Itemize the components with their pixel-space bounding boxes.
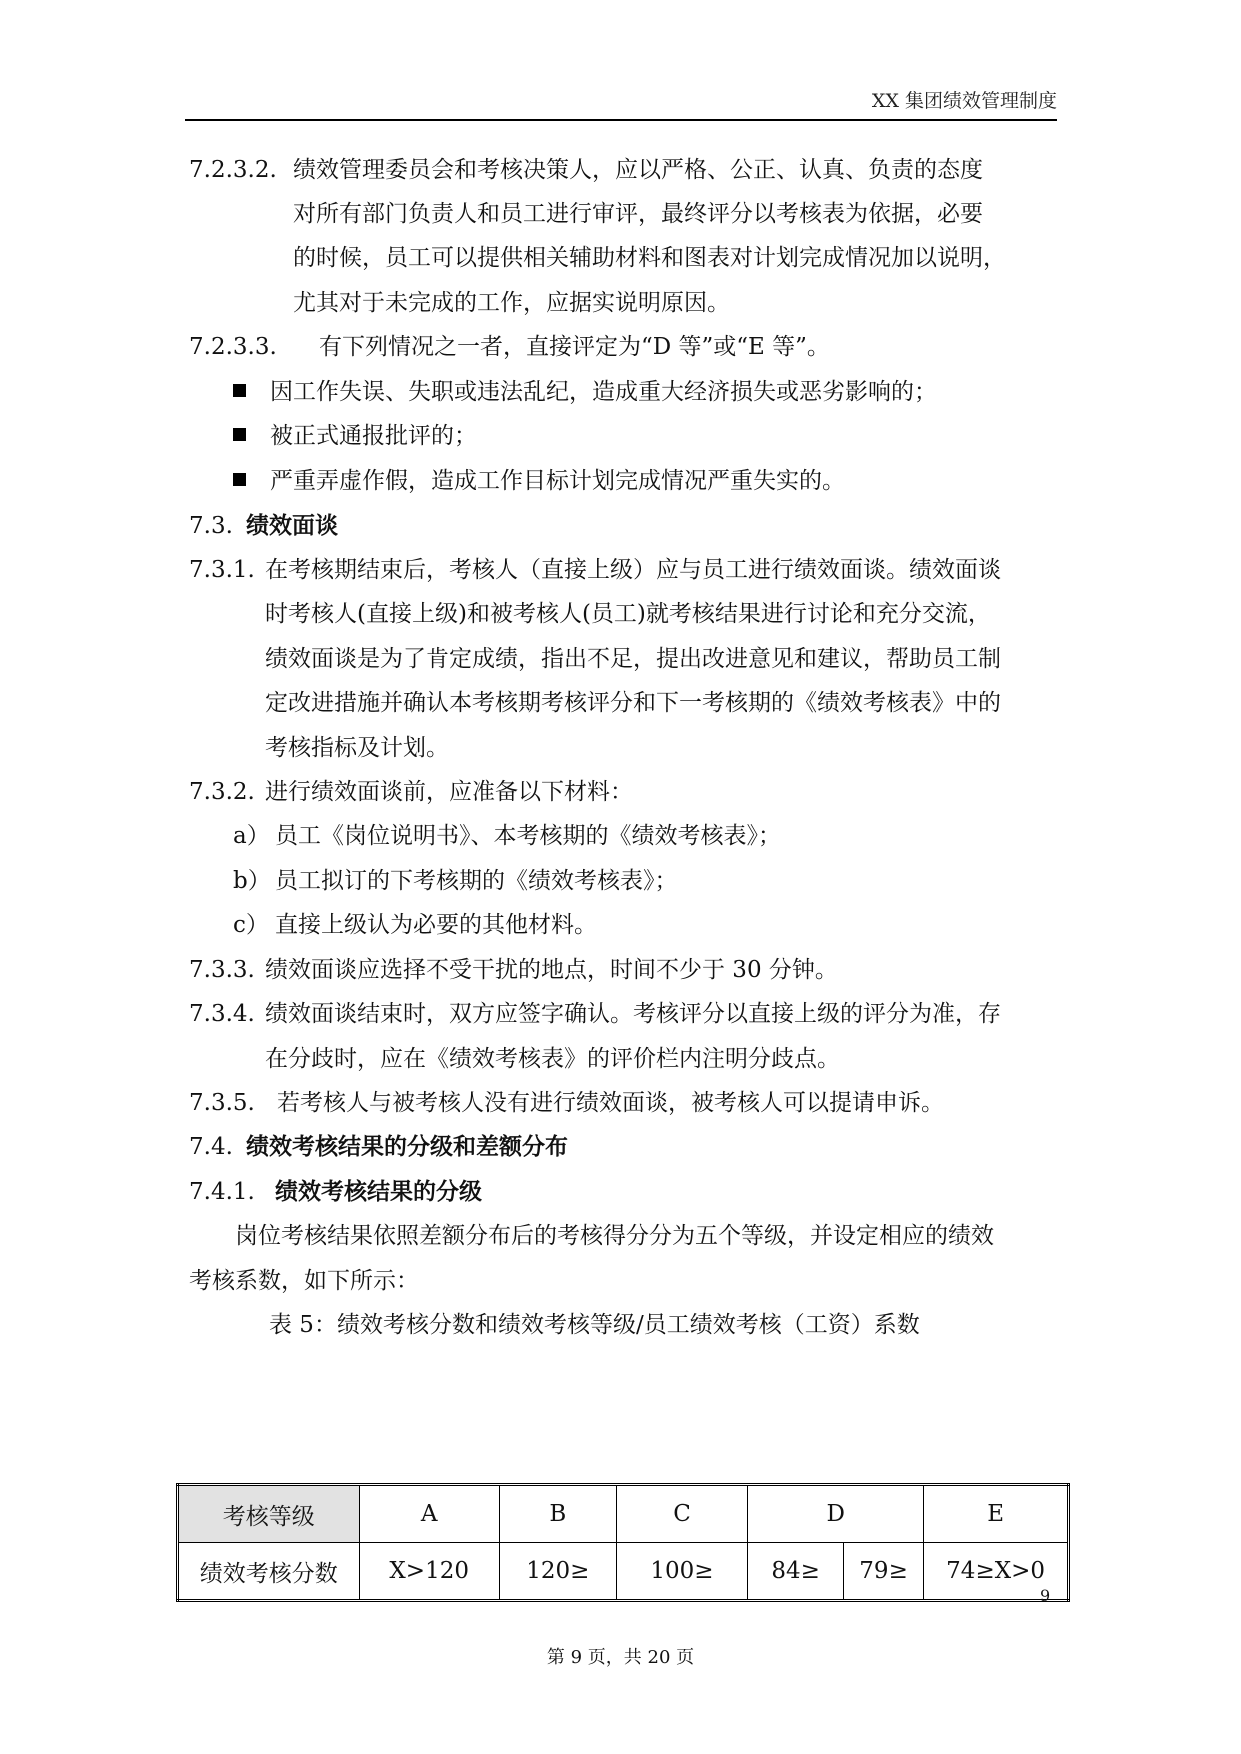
clause-text: 在考核期结束后，考核人（直接上级）应与员工进行绩效面谈。绩效面谈 [265, 557, 1001, 583]
clause-number: 7.2.3.2. [189, 157, 277, 183]
section-number: 7.4.1. [189, 1179, 255, 1205]
list-text: 员工拟订的下考核期的《绩效考核表》； [275, 868, 678, 894]
bullet-item [233, 421, 477, 451]
paragraph-line: 尤其对于未完成的工作，应据实说明原因。 [293, 290, 730, 316]
list-marker: b） [233, 868, 271, 894]
paragraph-line: 岗位考核结果依照差额分布后的考核得分分为五个等级，并设定相应的绩效 [235, 1223, 994, 1249]
table-row [178, 1543, 1069, 1601]
clause-text: 绩效管理委员会和考核决策人，应以严格、公正、认真、负责的态度 [293, 157, 983, 183]
paragraph-line: 考核系数，如下所示： [189, 1268, 419, 1294]
bullet-item [233, 466, 845, 496]
bullet-text: 严重弄虚作假，造成工作目标计划完成情况严重失实的。 [270, 468, 845, 494]
table-cell: A [359, 1485, 499, 1543]
table-cell: C [616, 1485, 747, 1543]
paragraph-line: 时考核人(直接上级)和被考核人(员工)就考核结果进行讨论和充分交流， [265, 601, 991, 627]
table-cell-label: 绩效考核分数 [178, 1543, 360, 1601]
clause-7-2-3-3 [189, 332, 830, 362]
table-cell: 74≥X>0 [924, 1543, 1069, 1601]
paragraph-line: 的时候，员工可以提供相关辅助材料和图表对计划完成情况加以说明， [293, 245, 1006, 271]
paragraph-line: 在分歧时，应在《绩效考核表》的评价栏内注明分歧点。 [265, 1046, 840, 1072]
section-number: 7.4. [189, 1134, 233, 1160]
table-cell: 120≥ [499, 1543, 616, 1601]
clause-text: 有下列情况之一者，直接评定为“D 等”或“E 等”。 [319, 334, 830, 360]
clause-number: 7.3.2. [189, 779, 255, 805]
clause-number: 7.3.1. [189, 557, 255, 583]
square-bullet-icon [233, 473, 246, 486]
list-marker: c） [233, 912, 269, 938]
table-cell-label: 考核等级 [178, 1485, 360, 1543]
clause-number: 7.2.3.3. [189, 334, 277, 360]
section-7-4-1-heading [189, 1177, 482, 1207]
table-cell: 79≥ [843, 1543, 923, 1601]
page-footer: 第 9 页，共 20 页 [546, 1647, 695, 1668]
square-bullet-icon [233, 384, 246, 397]
clause-text: 绩效面谈应选择不受干扰的地点，时间不少于 30 分钟。 [265, 957, 838, 983]
list-text: 直接上级认为必要的其他材料。 [275, 912, 597, 938]
clause-7-3-5 [189, 1088, 944, 1118]
header-title: XX 集团绩效管理制度 [871, 90, 1057, 112]
bullet-text: 被正式通报批评的； [270, 423, 477, 449]
bullet-item [233, 377, 937, 407]
list-item-c [233, 910, 597, 940]
list-item-a [233, 821, 781, 851]
table-cell: D [748, 1485, 924, 1543]
clause-7-3-2 [189, 777, 633, 807]
table-row [178, 1485, 1069, 1543]
page-number: 9 [1040, 1586, 1051, 1605]
table-cell: 100≥ [616, 1543, 747, 1601]
square-bullet-icon [233, 428, 246, 441]
paragraph-line: 对所有部门负责人和员工进行审评，最终评分以考核表为依据，必要 [293, 201, 983, 227]
bullet-text: 因工作失误、失职或违法乱纪，造成重大经济损失或恶劣影响的； [270, 379, 937, 405]
section-number: 7.3. [189, 513, 233, 539]
section-7-4-heading [189, 1132, 568, 1162]
table-cell: X>120 [359, 1543, 499, 1601]
section-title: 绩效考核结果的分级和差额分布 [246, 1133, 568, 1160]
table-cell: E [924, 1485, 1069, 1543]
table-cell: B [499, 1485, 616, 1543]
grade-table [176, 1483, 1070, 1602]
clause-7-2-3-2 [189, 155, 983, 185]
clause-text: 若考核人与被考核人没有进行绩效面谈，被考核人可以提请申诉。 [277, 1090, 944, 1116]
clause-number: 7.3.3. [189, 957, 255, 983]
document-header [185, 86, 1057, 121]
clause-number: 7.3.5. [189, 1090, 255, 1116]
section-title: 绩效考核结果的分级 [275, 1178, 482, 1205]
table-cell: 84≥ [748, 1543, 844, 1601]
paragraph-line: 定改进措施并确认本考核期考核评分和下一考核期的《绩效考核表》中的 [265, 690, 1001, 716]
list-item-b [233, 866, 678, 896]
clause-number: 7.3.4. [189, 1001, 255, 1027]
list-marker: a） [233, 823, 270, 849]
section-7-3-heading [189, 511, 338, 541]
clause-text: 进行绩效面谈前，应准备以下材料： [265, 779, 633, 805]
clause-7-3-3 [189, 955, 838, 985]
section-title: 绩效面谈 [246, 512, 338, 539]
clause-text: 绩效面谈结束时，双方应签字确认。考核评分以直接上级的评分为准，存 [265, 1001, 1001, 1027]
table-caption: 表 5：绩效考核分数和绩效考核等级/员工绩效考核（工资）系数 [269, 1312, 920, 1338]
paragraph-line: 绩效面谈是为了肯定成绩，指出不足，提出改进意见和建议，帮助员工制 [265, 646, 1001, 672]
clause-7-3-4 [189, 999, 1001, 1029]
list-text: 员工《岗位说明书》、本考核期的《绩效考核表》； [275, 823, 781, 849]
clause-7-3-1 [189, 555, 1001, 585]
paragraph-line: 考核指标及计划。 [265, 735, 449, 761]
